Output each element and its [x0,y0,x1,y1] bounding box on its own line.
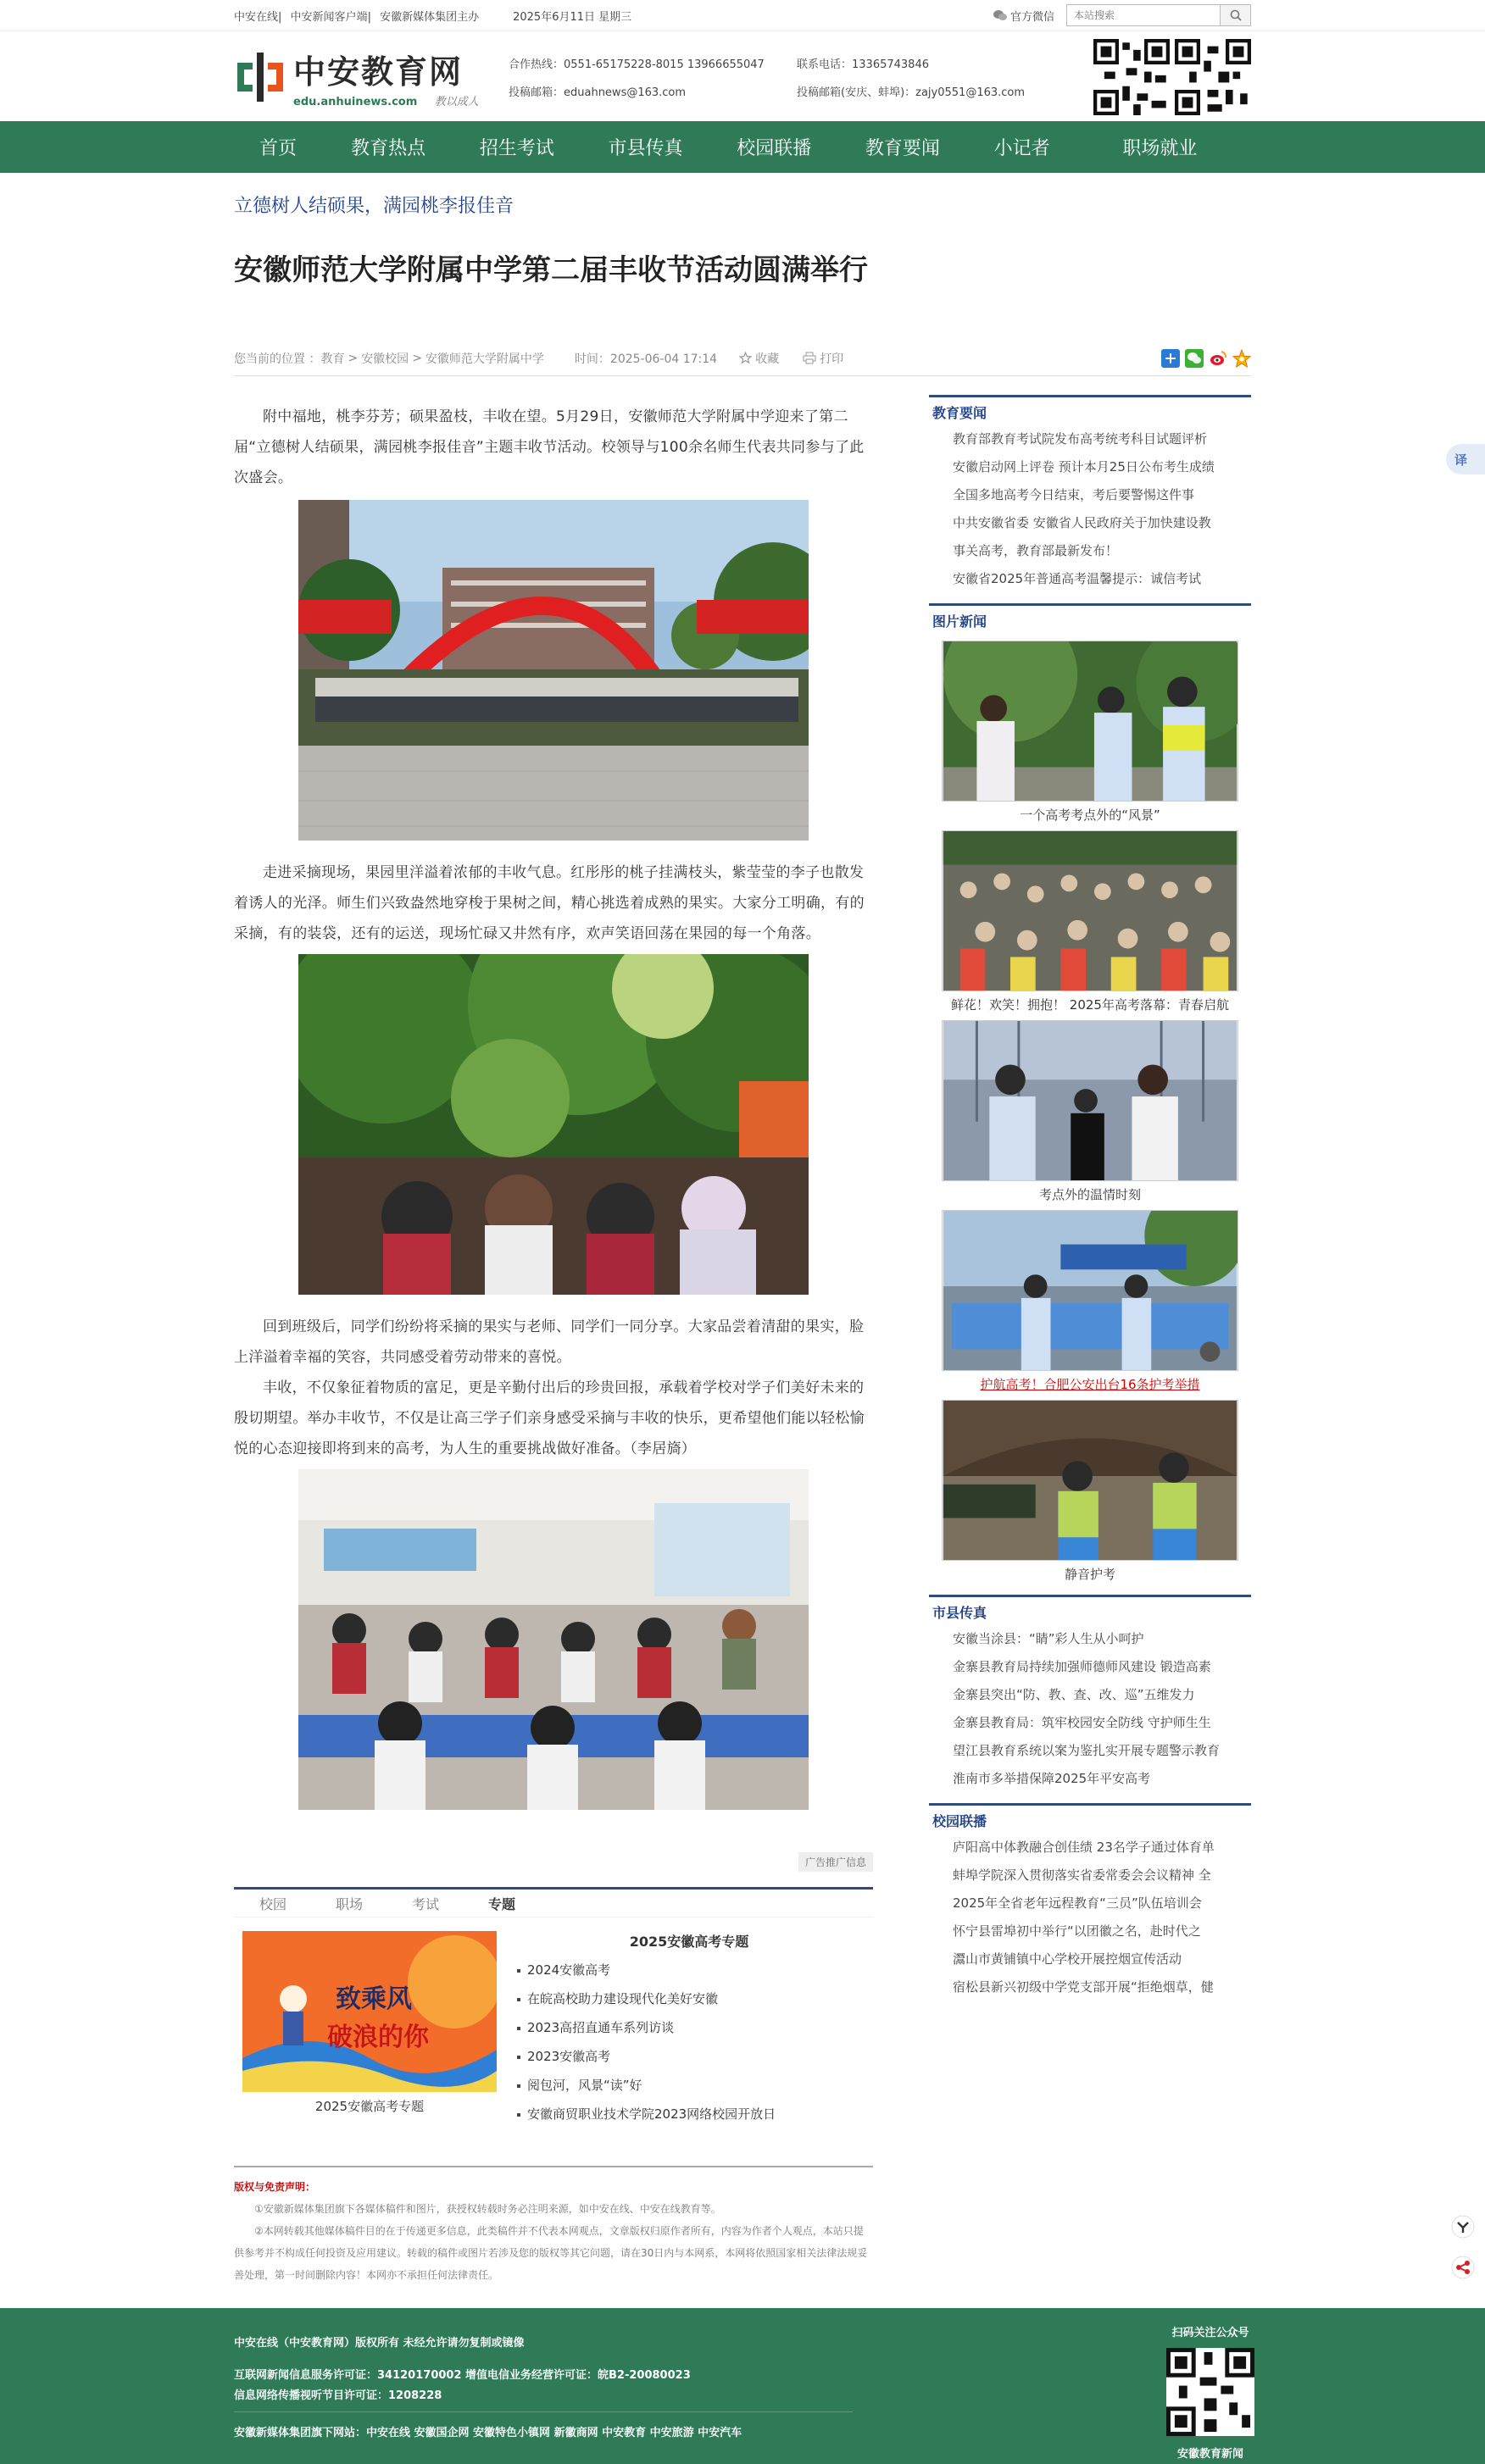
top-bar [0,0,1485,31]
sidebar-news-item[interactable]: 安徽省2025年普通高考温馨提示：诚信考试 [953,571,1202,586]
search-input[interactable] [1067,5,1220,25]
print-button[interactable] [803,350,843,367]
photo-news-caption: 鲜花！欢笑！拥抱！ 2025年高考落幕：青春启航 [951,997,1229,1013]
article-meta [234,347,1251,376]
sidebar-campus-news [929,1803,1251,2001]
footer-copyright: 中安在线（中安教育网）版权所有 未经允许请勿复制或镜像 [234,2337,525,2350]
translate-button[interactable]: 译 [1446,444,1485,474]
photo-news-thumbnail [942,1020,1238,1181]
breadcrumb-education[interactable]: 教育 [320,352,345,366]
sidebar-news-item[interactable]: 中共安徽省委 安徽省人民政府关于加快建设教 [953,515,1211,530]
search-button[interactable] [1220,5,1250,25]
tab-exam[interactable]: 考试 [412,1895,440,1912]
photo-news-thumbnail [942,1210,1238,1371]
article-container [234,191,1251,2286]
qr-code-icon [1166,2348,1254,2436]
photo-news-thumbnail [942,830,1238,991]
wechat-icon [993,10,1007,21]
sidebar [929,395,1251,2286]
share-bar [1161,349,1251,368]
top-link-client[interactable]: 中安新闻客户端 [290,10,368,24]
ad-label[interactable]: 广告推广信息 [798,1852,873,1872]
nav-exam[interactable]: 招生考试 [479,138,554,159]
special-topic-list [515,1931,863,2128]
sidebar-county-item[interactable]: 金寨县教育局：筑牢校园安全防线 守护师生生 [953,1715,1211,1730]
breadcrumb-prefix: 您当前的位置 ： [234,352,321,366]
contact-hotline: 合作热线：0551-65175228-8015 13966655047 [509,58,765,71]
sidebar-news-item[interactable]: 安徽启动网上评卷 预计本月25日公布考生成绩 [953,459,1215,474]
share-more-icon[interactable] [1161,349,1180,368]
nav-reporter[interactable]: 小记者 [993,138,1050,159]
sidebar-county-item[interactable]: 安徽当涂县：“睛”彩人生从小呵护 [953,1631,1144,1646]
contact-info [509,55,1085,99]
logo-signature: 教以成人 [434,95,479,108]
print-label: 打印 [820,352,844,366]
favorite-label: 收藏 [755,352,780,366]
tab-campus[interactable]: 校园 [259,1895,287,1912]
search-icon [1230,9,1242,21]
sidebar-news-item[interactable]: 事关高考，教育部最新发布！ [953,543,1119,558]
photo-news-caption: 护航高考！合肥公安出台16条护考举措 [980,1377,1200,1392]
site-search [1066,4,1251,26]
sidebar-news-item[interactable]: 全国多地高考今日结束，考后要警惕这件事 [953,487,1195,502]
favorite-button[interactable] [739,350,779,367]
top-link-zhongan[interactable]: 中安在线 [234,10,279,24]
qr-code-icon [1175,39,1251,115]
ad-label-row [234,1852,873,1872]
breadcrumb-separator: > [412,351,422,365]
gaokao-poster-image [242,1931,497,2092]
top-date: 2025年6月11日 星期三 [513,10,632,24]
sidebar-campus-item[interactable]: 灊山市黄铺镇中心学校开展控烟宣传活动 [953,1951,1182,1967]
special-list-item[interactable]: 2024安徽高考 [515,1956,863,1984]
photo-news-caption: 一个高考考点外的“风景” [1020,807,1160,823]
photo-news-caption: 静音护考 [1064,1567,1115,1582]
footer-divider [234,2411,853,2412]
nav-campus[interactable]: 校园联播 [737,138,812,159]
photo-news-thumbnail [942,1400,1238,1561]
special-list-item[interactable]: 在皖高校助力建设现代化美好安徽 [515,1984,863,2013]
sidebar-county-item[interactable]: 淮南市多举措保障2025年平安高考 [953,1771,1151,1786]
topic-tabs [234,1887,873,1917]
photo-news-item[interactable] [942,1210,1238,1393]
photo-news-caption: 考点外的温情时刻 [1038,1187,1141,1202]
weibo-share-icon[interactable] [1209,349,1227,368]
share-float-icon[interactable] [1451,2256,1475,2279]
photo-news-item[interactable] [942,1400,1238,1583]
photo-classroom [298,1469,809,1810]
sidebar-campus-item[interactable]: 2025年全省老年远程教育“三员”队伍培训会 [953,1895,1202,1911]
site-logo[interactable] [234,46,514,108]
site-header [0,31,1485,121]
footer-qr-block [1166,2323,1254,2461]
article-subtitle: 立德树人结硕果，满园桃李报佳音 [234,196,514,217]
copyright-line-2: ②本网转载其他媒体稿件目的在于传递更多信息，此类稿件并不代表本网观点，文章版权归原作者所有，内容为作者个人观点，本站只提供参考并不构成任何投资及应用建议。转载的稿件或图片若涉及您的版权等其它问题，请在30日内与本网系，本网将依照国家相关法律法规妥善处理，第一时间删除内容！本网亦不承担任何法律责任。 [234,2225,868,2281]
svg-text:致乘风: 致乘风 [336,1984,412,2014]
special-list-item[interactable]: 2023安徽高考 [515,2042,863,2071]
qr-code-icon [1093,39,1170,115]
sidebar-campus-item[interactable]: 蚌埠学院深入贯彻落实省委常委会会议精神 全 [953,1867,1211,1883]
sidebar-campus-item[interactable]: 庐阳高中体教融合创佳绩 23名学子通过体育单 [953,1840,1215,1855]
logo-title: 中安教育网 [293,52,464,91]
photo-orchard [298,954,809,1295]
copyright-line-1: ①安徽新媒体集团旗下各媒体稿件和图片，获授权转载时务必注明来源，如中安在线、中安在线教育等。 [254,2203,721,2215]
sidebar-county-item[interactable]: 望江县教育系统以案为鉴扎实开展专题警示教育 [953,1743,1221,1758]
printer-icon [803,352,816,364]
breadcrumb-campus[interactable]: 安徽校园 [361,352,409,366]
sidebar-county-news [929,1595,1251,1793]
star-icon [739,352,752,364]
sidebar-education-news [929,395,1251,593]
special-list-item[interactable]: 2023高招直通车系列访谈 [515,2013,863,2042]
paragraph-4: 丰收，不仅象征着物质的富足，更是辛勤付出后的珍贵回报，承载着学校对学子们美好未来的殷切期望。举办丰收节，不仅是让高三学子们亲身感受采摘与丰收的快乐，更希望他们能以轻松愉悦的心态迎接即将到来的高考，为人生的重要挑战做好准备。（李居旖） [234,1379,865,1457]
footer-license-2: 信息网络传播视听节目许可证：1208228 [234,2389,442,2402]
paragraph-2: 走进采摘现场，果园里洋溢着浓郁的丰收气息。红彤彤的桃子挂满枝头，紫莹莹的李子也散发着诱人的光泽。师生们兴致盎然地穿梭于果树之间，精心挑选着成熟的果实。大家分工明确，有的采摘，有的装袋，还有的运送，现场忙碌又井然有序，欢声笑语回荡在果园的每一个角落。 [234,864,865,942]
special-list-item[interactable]: 安徽商贸职业技术学院2023网络校园开放日 [515,2100,863,2128]
breadcrumb-school[interactable]: 安徽师范大学附属中学 [425,352,544,366]
sidebar-county-item[interactable]: 金寨县教育局持续加强师德师风建设 锻造高素 [953,1659,1211,1674]
nav-news[interactable]: 教育要闻 [865,138,940,159]
accessibility-icon[interactable] [1451,2215,1475,2239]
footer-qr-title: 扫码关注公众号 [1171,2327,1249,2339]
nav-county[interactable]: 市县传真 [608,138,683,159]
contact-phone: 联系电话：13365743846 [797,58,929,71]
tab-career[interactable]: 职场 [336,1895,364,1912]
sidebar-county-title[interactable]: 市县传真 [932,1605,987,1621]
wechat-label: 官方微信 [1009,10,1054,24]
copyright-notice [234,2166,873,2286]
contact-email: 投稿邮箱：eduahnews@163.com [509,86,687,99]
sidebar-photo-news [929,603,1251,1583]
photo-group-arch [298,500,809,841]
wechat-share-icon[interactable] [1185,349,1204,368]
sidebar-campus-item[interactable]: 怀宁县雷埠初中举行“以团徽之名，赴时代之 [953,1923,1201,1939]
sidebar-campus-item[interactable]: 宿松县新兴初级中学党支部开展“拒绝烟草，健 [953,1979,1214,1995]
photo-news-item[interactable] [942,641,1238,824]
logo-mark-icon [234,51,286,103]
photo-news-thumbnail [942,641,1238,802]
special-list-title[interactable]: 2025安徽高考专题 [629,1934,749,1950]
top-link-host[interactable]: 安徽新媒体集团主办 [380,10,480,24]
special-topic-panel [234,1931,873,2128]
sidebar-photos-title[interactable]: 图片新闻 [932,613,987,630]
footer-license-1: 互联网新闻信息服务许可证：34120170002 增值电信业务经营许可证：皖B2-20080023 [234,2369,691,2382]
nav-home[interactable]: 首页 [259,138,298,159]
special-poster[interactable] [242,1931,497,2128]
sidebar-campus-title[interactable]: 校园联播 [932,1813,987,1829]
collect-share-icon[interactable] [1232,349,1251,368]
breadcrumb-separator: > [348,351,359,365]
tab-special[interactable]: 专题 [488,1895,516,1912]
sidebar-county-item[interactable]: 金寨县突出“防、教、查、改、巡”五维发力 [953,1687,1195,1702]
copyright-title: 版权与免责声明： [234,2181,316,2193]
top-links: 中安在线| 中安新闻客户端| 安徽新媒体集团主办 [234,10,480,24]
paragraph-1: 附中福地，桃李芬芳；硕果盈枝，丰收在望。5月29日，安徽师范大学附属中学迎来了第二届“立德树人结硕果，满园桃李报佳音”主题丰收节活动。校领导与100余名师生代表共同参与了此次盛会。 [234,408,865,486]
photo-news-item[interactable] [942,830,1238,1013]
article-body [234,395,873,2286]
photo-news-item[interactable] [942,1020,1238,1203]
special-poster-caption: 2025安徽高考专题 [314,2099,425,2114]
svg-text:破浪的你: 破浪的你 [327,2023,429,2052]
sidebar-news-title[interactable]: 教育要闻 [932,405,987,421]
official-wechat-link[interactable] [993,8,1054,24]
article-title: 安徽师范大学附属中学第二届丰收节活动圆满举行 [234,253,868,287]
site-footer [0,2308,1485,2464]
nav-career[interactable]: 职场就业 [1122,138,1198,159]
nav-hot[interactable]: 教育热点 [351,138,426,159]
footer-sister-sites[interactable]: 安徽新媒体集团旗下网站：中安在线 安徽国企网 安徽特色小镇网 新徽商网 中安教育 中安旅游 中安汽车 [234,2427,742,2439]
sidebar-news-item[interactable]: 教育部教育考试院发布高考统考科目试题评析 [953,431,1208,447]
special-list-item[interactable]: 阅包河，风景“读”好 [515,2071,863,2100]
contact-email-regional: 投稿邮箱(安庆、蚌埠)：zajy0551@163.com [797,86,1026,99]
main-nav [0,121,1485,173]
footer-qr-caption: 安徽教育新闻 [1176,2448,1243,2461]
logo-url: edu.anhuinews.com 教以成人 [293,95,479,108]
paragraph-3: 回到班级后，同学们纷纷将采摘的果实与老师、同学们一同分享。大家品尝着清甜的果实，脸上洋溢着幸福的笑容，共同感受着劳动带来的喜悦。 [234,1318,865,1366]
publish-time: 时间：2025-06-04 17:14 [574,352,718,366]
